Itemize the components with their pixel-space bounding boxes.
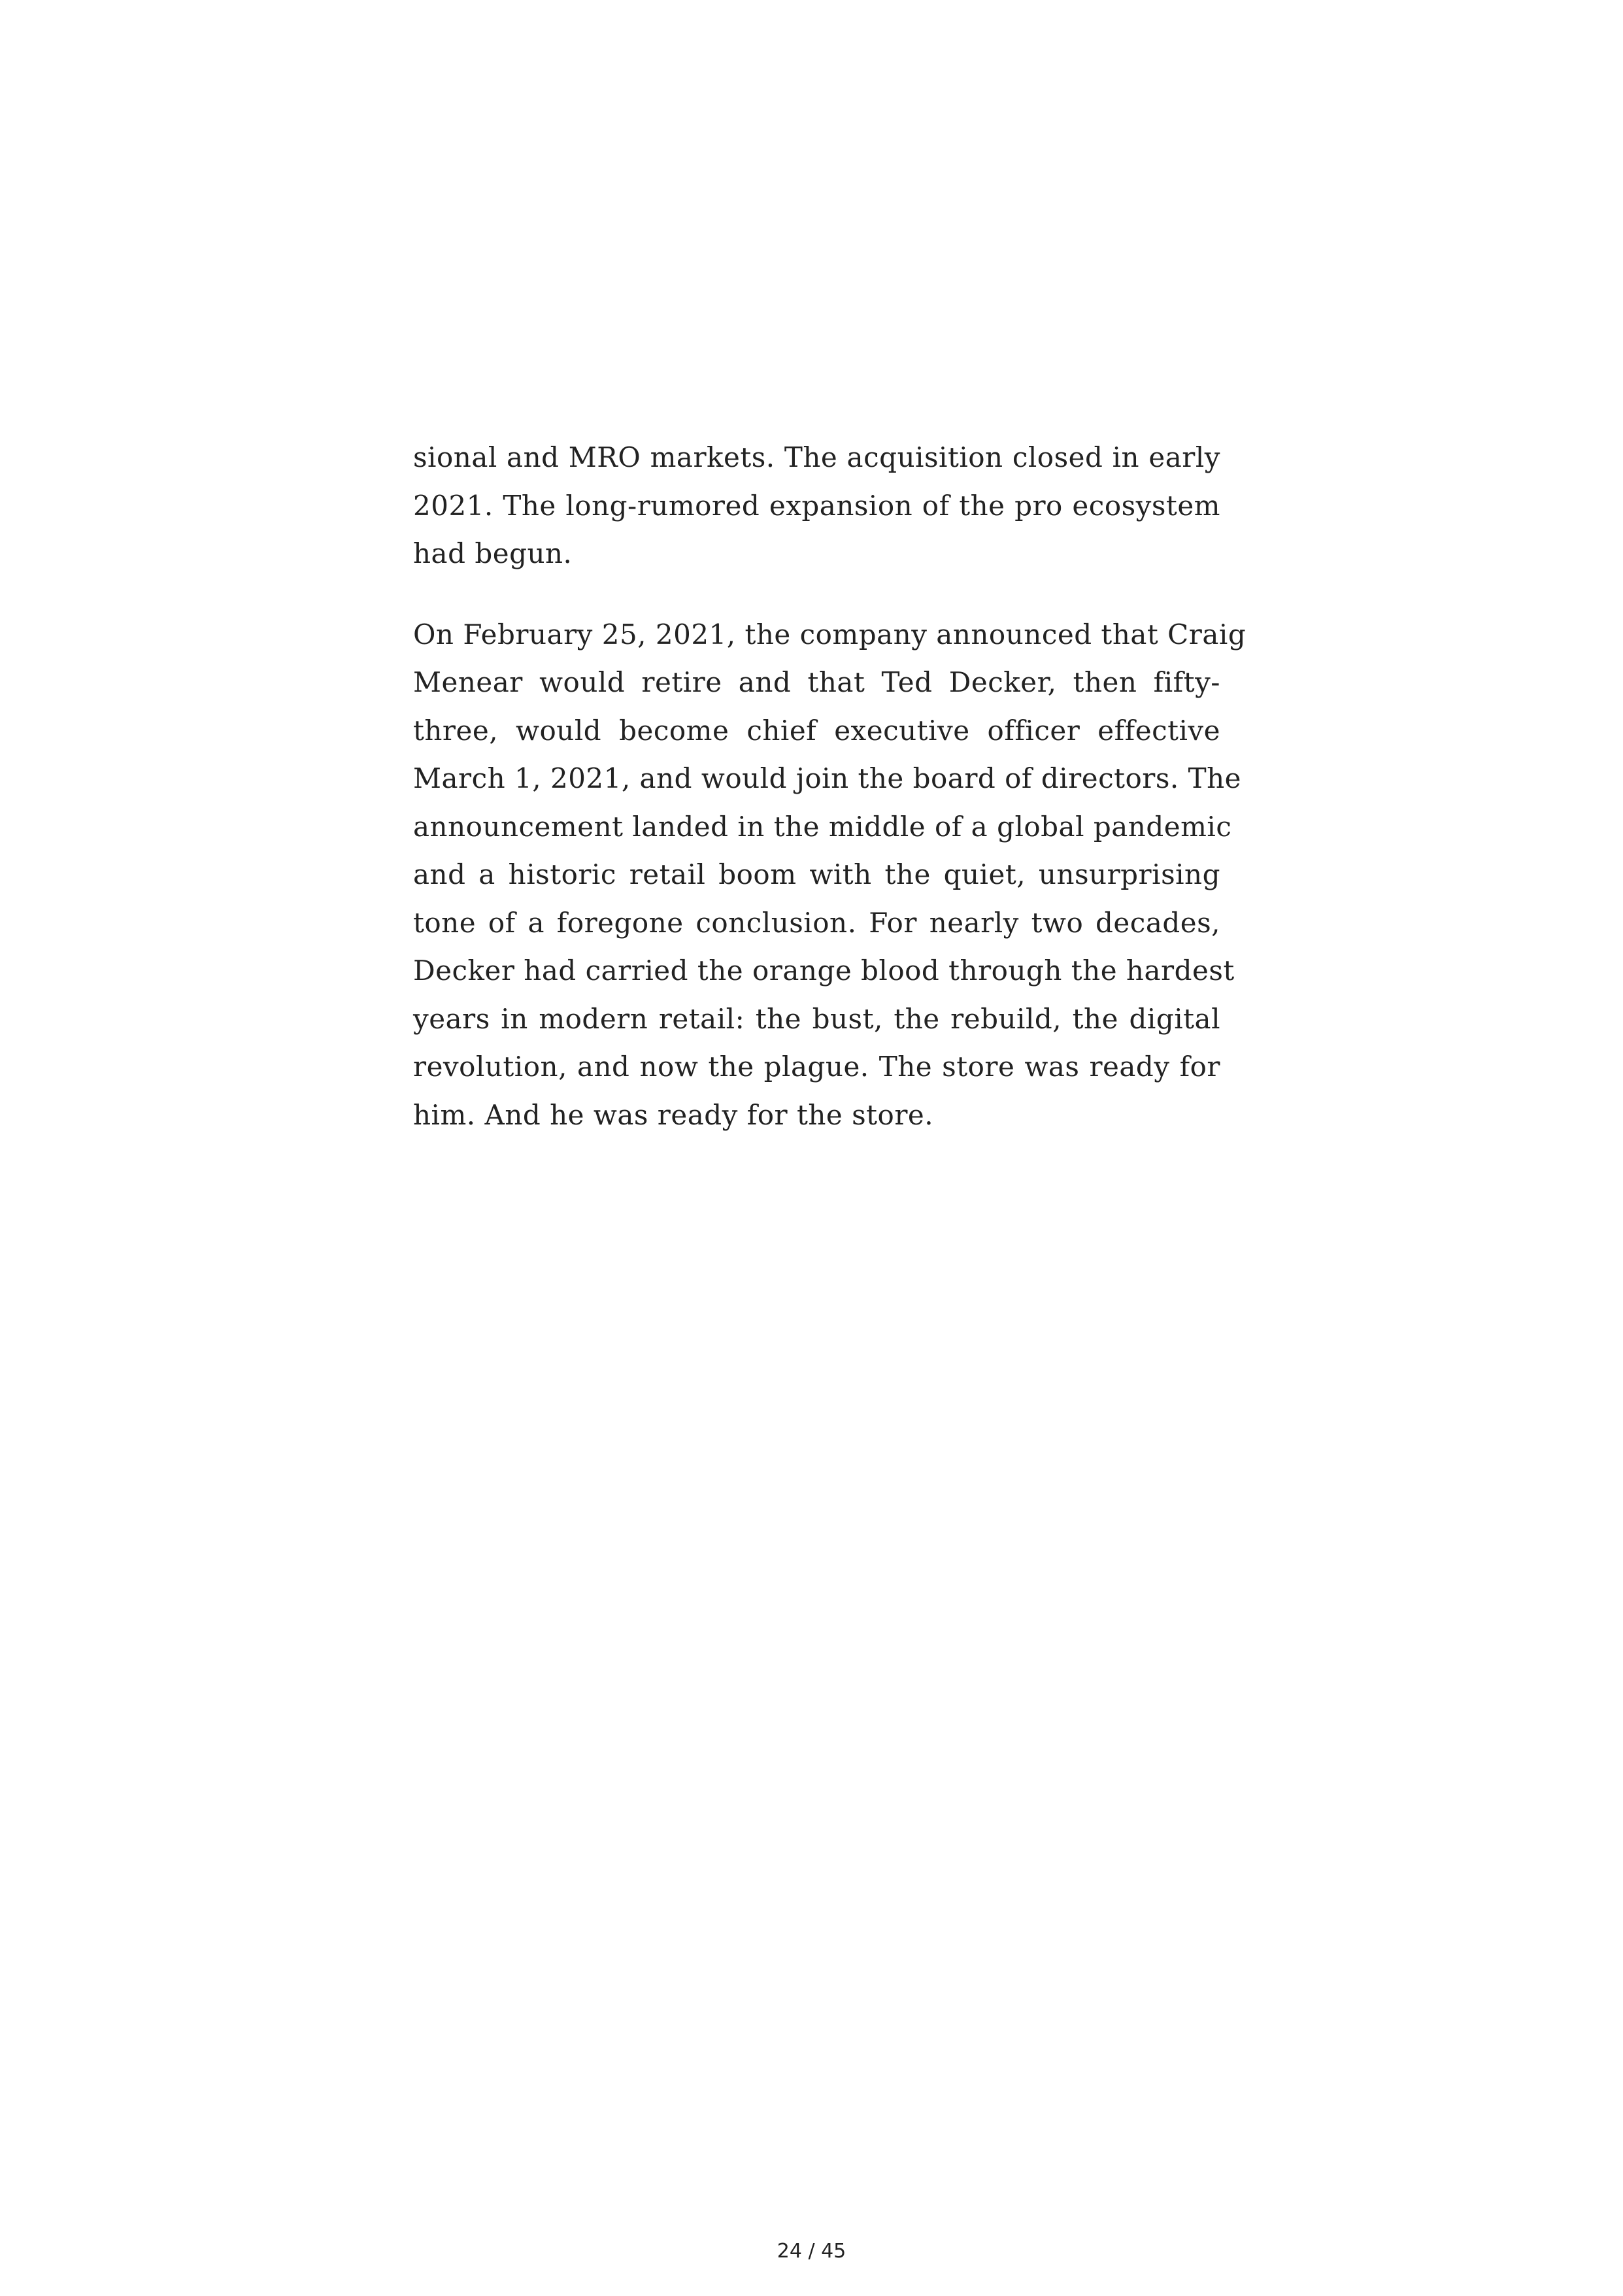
text-line: revolution, and now the plague. The store was ready for — [413, 1051, 1220, 1083]
text-line: him. And he was ready for the store. — [413, 1098, 934, 1131]
text-line: March 1, 2021, and would join the board of directors. The — [413, 762, 1242, 794]
text-line: tone of a foregone conclusion. For nearly two decades, — [413, 906, 1220, 939]
text-line: 2021. The long-rumored expansion of the pro ecosystem — [413, 489, 1220, 522]
body-text — [413, 433, 1247, 1139]
page-number: 24 / 45 — [777, 2240, 846, 2263]
text-line: had begun. — [413, 537, 573, 569]
text-line: and a historic retail boom with the quiet, unsurprising — [413, 858, 1220, 890]
text-line: three, would become chief executive officer effective — [413, 714, 1220, 747]
text-line: years in modern retail: the bust, the rebuild, the digital — [413, 1002, 1220, 1035]
text-line: sional and MRO markets. The acquisition closed in early — [413, 441, 1220, 473]
text-line: Decker had carried the orange blood through the hardest — [413, 954, 1235, 987]
paragraph — [413, 611, 1247, 1140]
paragraph — [413, 433, 1220, 578]
text-line: announcement landed in the middle of a global pandemic — [413, 810, 1232, 843]
text-line: Menear would retire and that Ted Decker, then fifty- — [413, 666, 1220, 698]
text-line: On February 25, 2021, the company announced that Craig — [413, 618, 1247, 650]
